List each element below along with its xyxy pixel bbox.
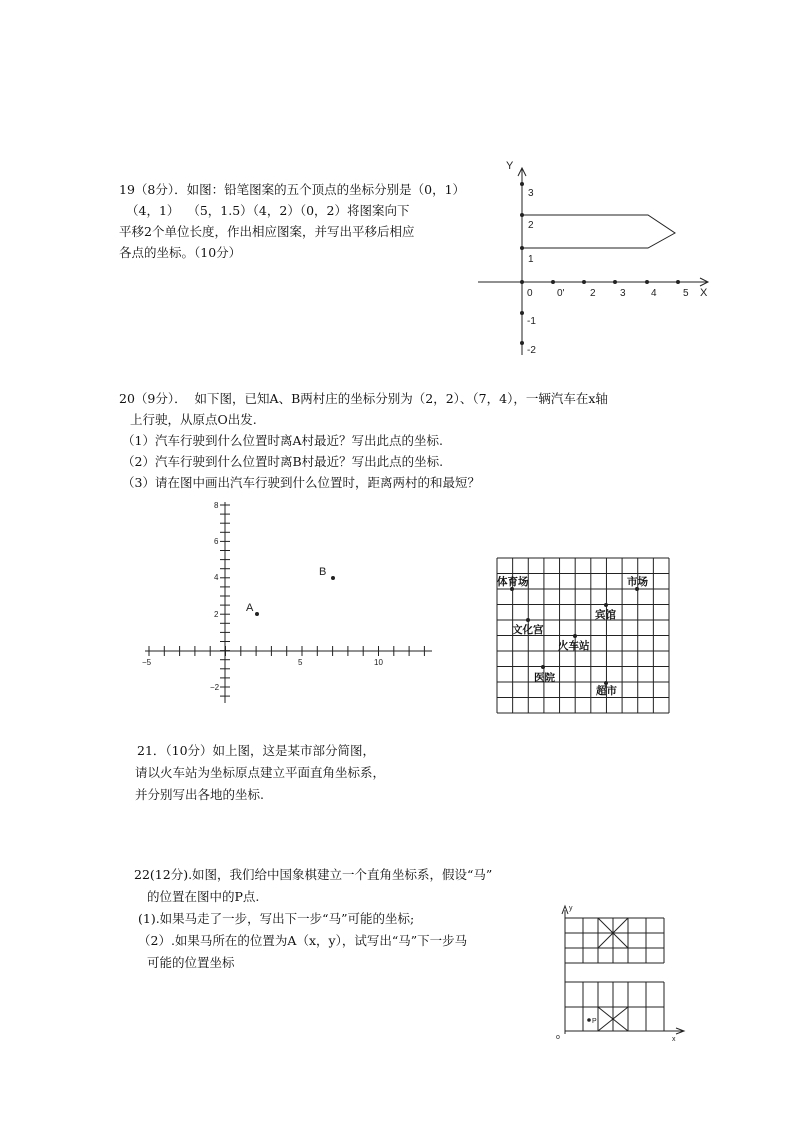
y-tick-label: 2 [214,610,219,619]
place-dot [541,665,545,669]
y-tick-label: 1 [528,254,534,265]
q19-line-4: 各点的坐标。（10分） [119,245,242,260]
x-tick-dot [613,280,617,284]
place-label-train-station: 火车站 [558,640,590,652]
y-axis-label: Y [506,160,514,172]
q22-line-4: （2）.如果马所在的位置为A（x，y），试写出“马”下一步马 [138,933,468,948]
q19-pencil-figure [470,150,720,365]
place-dot [526,618,530,622]
q20-line-2: 上行驶，从原点O出发. [130,412,257,427]
origin-dot [520,280,524,284]
y-tick-dot [520,341,524,345]
x-tick-label: −5 [142,658,152,667]
x-tick-dot [582,280,586,284]
q21-line-1: 21．（10分）如上图，这是某市部分简图， [137,743,376,758]
point-p-dot [587,1018,591,1022]
x-tick-dot [551,280,555,284]
x-tick-dot [676,280,680,284]
point-p-label: P [592,1018,597,1025]
q22-line-2: 的位置在图中的P点. [147,889,260,904]
q22-line-1: 22(12分).如图，我们给中国象棋建立一个直角坐标系，假设“马” [134,867,493,882]
x-axis-label: x [672,1036,676,1043]
q20-line-1: 20（9分）． 如下图，已知A、B两村庄的坐标分别为（2，2）、（7，4），一辆汽车在x轴 [119,391,608,406]
y-tick-label: 4 [214,573,219,582]
x-tick-label: 0 [527,288,533,299]
q20-line-3: （1）汽车行驶到什么位置时离A村最近？写出此点的坐标. [122,433,443,448]
x-tick-label: 5 [298,658,303,667]
q21-line-3: 并分别写出各地的坐标. [135,787,264,802]
x-axis-label: X [700,287,708,299]
y-tick-label: -2 [527,345,536,356]
x-tick-label: 3 [620,288,626,299]
q22-line-5: 可能的位置坐标 [147,955,235,970]
y-tick-label: 8 [214,501,219,510]
place-label-hospital: 医院 [534,672,555,684]
q21-line-2: 请以火车站为坐标原点建立平面直角坐标系， [135,765,386,780]
q20-coordinate-figure [135,495,440,710]
place-label-market: 市场 [627,576,648,588]
point-b-label: B [319,566,327,578]
place-label-supermarket: 超市 [596,685,617,697]
y-tick-dot [520,182,524,186]
q19-line-3: 平移2个单位长度，作出相应图案，并写出平移后相应 [119,224,415,239]
point-a-label: A [246,602,254,614]
q20-line-4: （2）汽车行驶到什么位置时离B村最近？写出此点的坐标. [122,454,444,469]
x-tick-label: 2 [590,288,596,299]
x-tick-label: 0' [557,288,565,299]
city-map-figure [494,555,672,717]
place-dot [604,603,608,607]
y-tick-label: 2 [528,220,534,231]
x-tick-label: 5 [683,288,689,299]
point-b-dot [331,576,335,580]
place-label-hotel: 宾馆 [595,609,616,621]
x-tick-label: 4 [651,288,657,299]
pencil-shape [522,215,675,248]
point-a-dot [255,612,259,616]
place-label-stadium: 体育场 [497,576,529,588]
y-tick-dot [520,311,524,315]
q22-chessboard-figure [552,900,687,1045]
y-tick-dot [520,246,524,250]
origin-label: o [556,1034,560,1041]
x-tick-label: 10 [374,658,383,667]
board-bottom-grid [565,982,664,1031]
y-tick-dot [520,213,524,217]
y-tick-label: −2 [210,683,220,692]
place-dot [573,634,577,638]
y-tick-label: -1 [527,316,536,327]
q19-line-2: （4，1） （5，1.5）（4，2）（0，2）将图案向下 [126,203,410,218]
y-axis-label: y [569,905,573,912]
place-label-culture-palace: 文化宫 [512,624,544,636]
x-tick-dot [645,280,649,284]
q20-line-5: （3）请在图中画出汽车行驶到什么位置时，距离两村的和最短？ [122,475,480,490]
y-tick-label: 6 [214,537,219,546]
q19-line-1: 19（8分）．如图：铅笔图案的五个顶点的坐标分别是（0，1） [119,182,466,197]
board-top-grid [565,918,664,963]
q22-line-3: (1).如果马走了一步，写出下一步“马”可能的坐标; [138,911,415,926]
y-tick-label: 3 [528,188,534,199]
